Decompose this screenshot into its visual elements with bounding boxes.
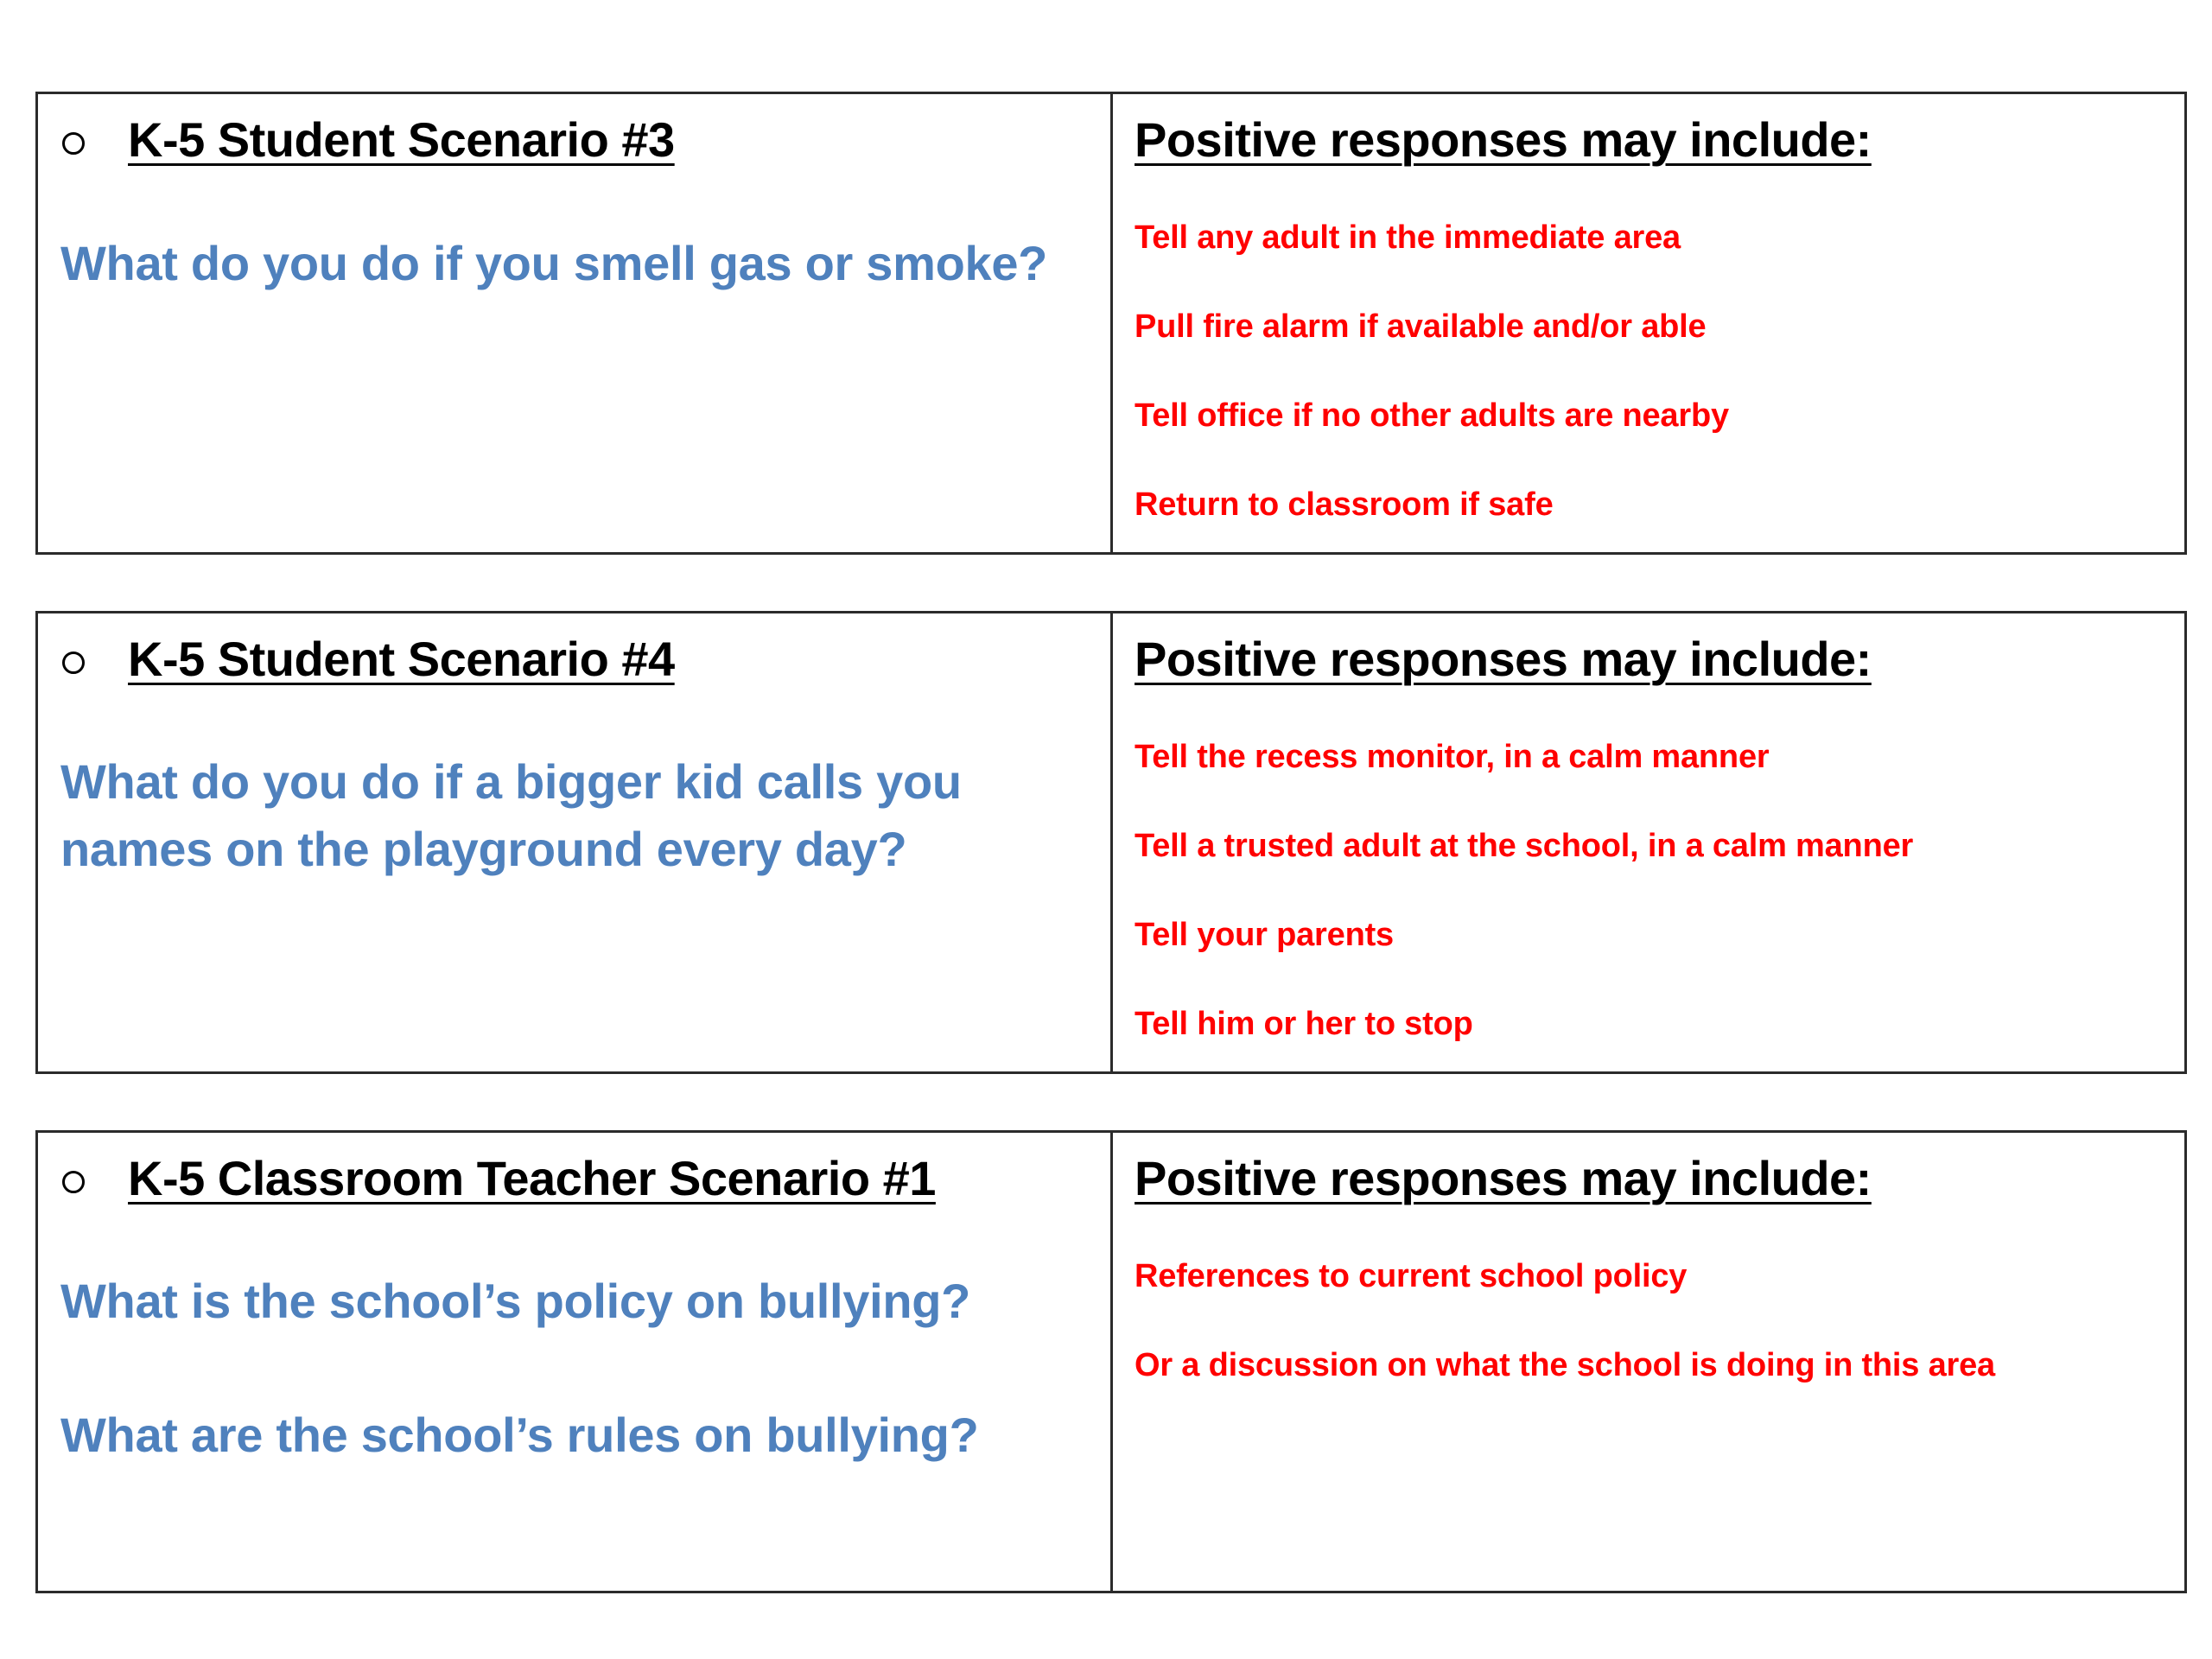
scenario-question: What are the school’s rules on bullying?	[60, 1408, 979, 1462]
response-item: Tell him or her to stop	[1135, 1006, 1473, 1042]
response-item: Tell a trusted adult at the school, in a calm manner	[1135, 828, 1914, 864]
response-item: Tell office if no other adults are nearby	[1135, 397, 1729, 434]
circle-bullet-icon	[62, 652, 85, 674]
scenario-question: What do you do if a bigger kid calls you names on the playground every day?	[60, 754, 962, 876]
responses-heading: Positive responses may include:	[1135, 1151, 1872, 1205]
responses-heading: Positive responses may include:	[1135, 112, 1872, 167]
scenario-column	[38, 94, 1113, 552]
scenario-title: K-5 Student Scenario #4	[128, 632, 675, 686]
responses-column	[1113, 613, 2184, 1071]
scenario-card	[35, 1130, 2187, 1593]
scenario-question: What do you do if you smell gas or smoke?	[60, 236, 1048, 290]
response-item: Tell the recess monitor, in a calm manner	[1135, 739, 1770, 775]
scenario-title: K-5 Classroom Teacher Scenario #1	[128, 1151, 936, 1205]
scenario-title-row	[62, 1150, 936, 1206]
scenario-title-row	[62, 111, 675, 168]
response-item: References to current school policy	[1135, 1258, 1688, 1294]
responses-heading: Positive responses may include:	[1135, 632, 1872, 686]
circle-bullet-icon	[62, 1171, 85, 1193]
response-item: Tell your parents	[1135, 917, 1394, 953]
scenario-title-row	[62, 631, 675, 687]
scenario-title: K-5 Student Scenario #3	[128, 112, 675, 167]
response-item: Or a discussion on what the school is doing in this area	[1135, 1347, 1995, 1383]
circle-bullet-icon	[62, 132, 85, 155]
responses-list	[1135, 737, 1913, 1093]
responses-list	[1135, 218, 1729, 574]
scenario-card	[35, 92, 2187, 555]
scenario-card	[35, 611, 2187, 1074]
responses-column	[1113, 94, 2184, 552]
responses-column	[1113, 1133, 2184, 1591]
response-item: Tell any adult in the immediate area	[1135, 219, 1681, 256]
responses-list	[1135, 1256, 1995, 1434]
scenario-column	[38, 1133, 1113, 1591]
scenario-column	[38, 613, 1113, 1071]
response-item: Pull fire alarm if available and/or able	[1135, 308, 1707, 345]
scenario-question: What is the school’s policy on bullying?	[60, 1274, 971, 1328]
response-item: Return to classroom if safe	[1135, 486, 1554, 523]
